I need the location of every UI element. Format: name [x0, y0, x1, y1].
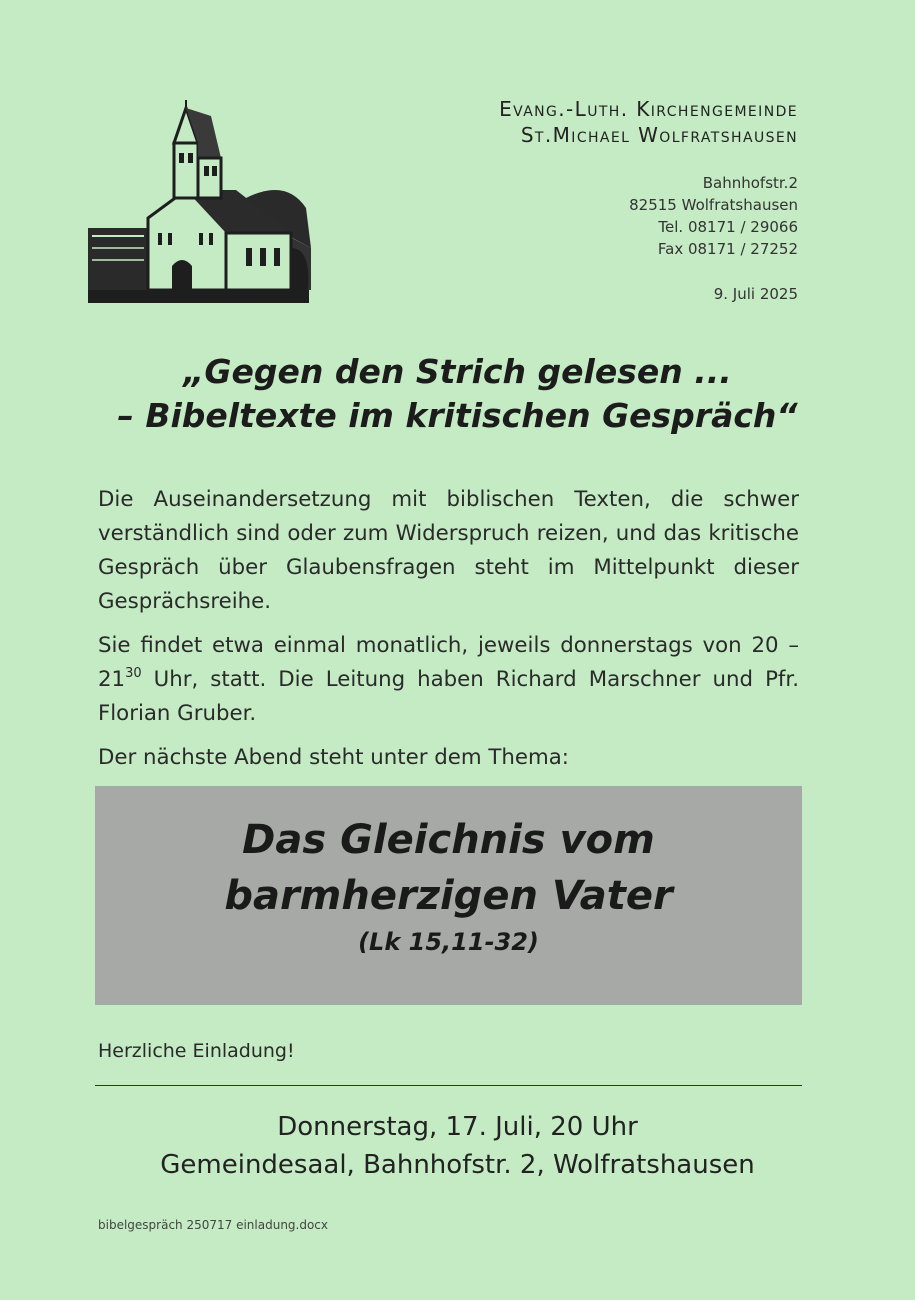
church-icon: [86, 98, 311, 308]
headline-line-2: – Bibeltexte im kritischen Gespräch“: [117, 396, 798, 435]
topic-title-line-2: barmherzigen Vater: [224, 873, 673, 919]
topic-title: [95, 812, 802, 924]
organization-name: [300, 96, 798, 148]
event-where: Gemeindesaal, Bahnhofstr. 2, Wolfratshausen: [160, 1150, 755, 1180]
address-tel: Tel. 08171 / 29066: [658, 218, 798, 236]
org-line-1: Evang.-Luth. Kirchengemeinde: [499, 97, 798, 121]
paragraph-schedule: [98, 629, 799, 731]
address-city: 82515 Wolfratshausen: [629, 196, 798, 214]
org-line-2: St.Michael Wolfratshausen: [520, 123, 798, 147]
address-street: Bahnhofstr.2: [702, 174, 798, 192]
invitation: Herzliche Einladung!: [98, 1040, 295, 1062]
event-details: [60, 1108, 855, 1184]
paragraph-topic-intro: Der nächste Abend steht unter dem Thema:: [98, 745, 569, 770]
divider: [95, 1085, 802, 1086]
schedule-text-b: Uhr, statt. Die Leitung haben Richard Marschner und Pfr. Florian Gruber.: [98, 667, 799, 726]
schedule-superscript: 30: [125, 666, 142, 681]
topic-reference: (Lk 15,11-32): [358, 928, 539, 956]
event-when: Donnerstag, 17. Juli, 20 Uhr: [277, 1112, 638, 1142]
file-name: bibelgespräch 250717 einladung.docx: [98, 1218, 329, 1232]
topic-title-line-1: Das Gleichnis vom: [242, 817, 655, 863]
schedule-text-a: Sie findet etwa einmal monatlich, jeweils donnerstags von 20 – 21: [98, 633, 799, 692]
address-fax: Fax 08171 / 27252: [657, 240, 798, 258]
topic-box: [95, 786, 802, 1005]
body-text: [98, 483, 799, 785]
paragraph-intro: Die Auseinandersetzung mit biblischen Texten, die schwer verständlich sind oder zum Widerspruch reizen, und das kritische Gespräch über Glaubensfragen steht im Mittelpunkt dieser Gesprächsreihe.: [98, 487, 799, 614]
address-block: [500, 172, 798, 260]
letter-date: 9. Juli 2025: [713, 285, 798, 303]
headline-line-1: „Gegen den Strich gelesen ...: [183, 352, 732, 391]
headline: [60, 350, 855, 438]
